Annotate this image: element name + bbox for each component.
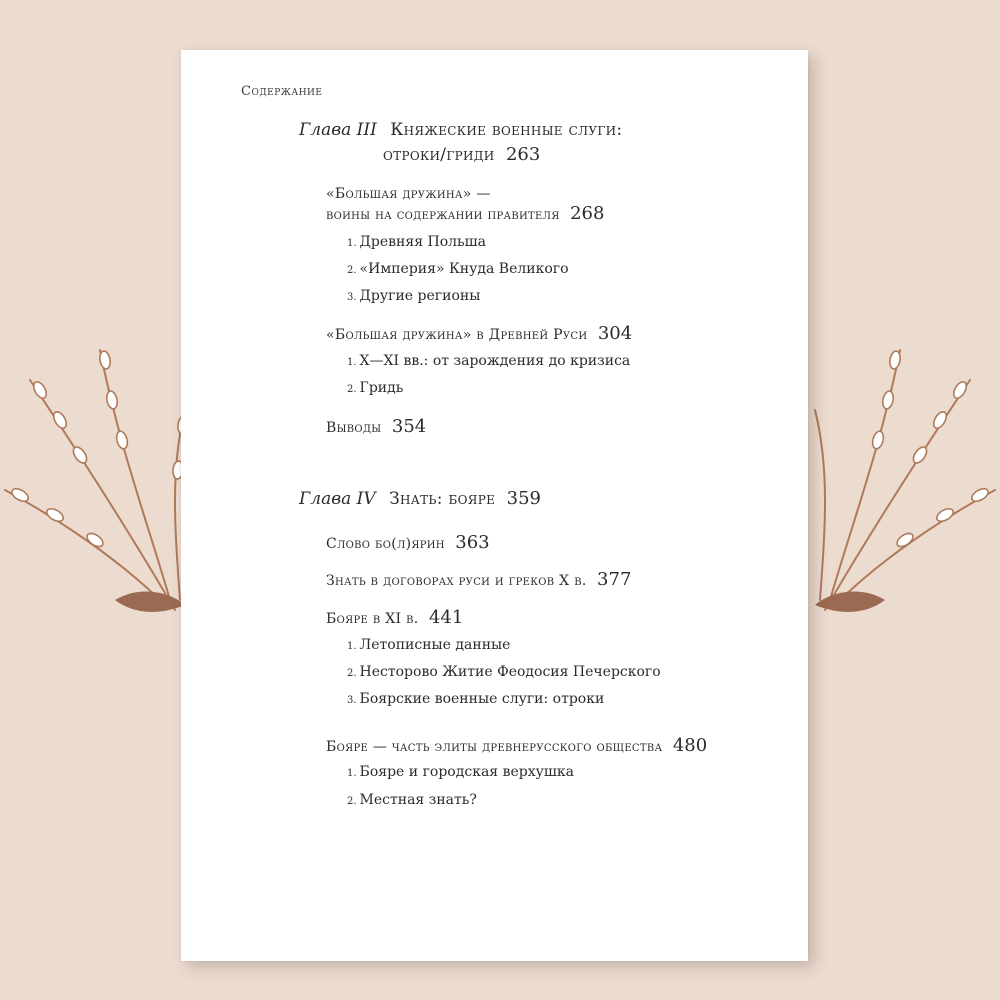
toc-subitem: 3. Другие регионы [347, 288, 481, 304]
book-page [181, 50, 808, 961]
toc-subitem: 1. Бояре и городская верхушка [347, 764, 574, 780]
section-title: «Большая дружина» — [326, 186, 491, 202]
chapter-3-heading [299, 120, 622, 165]
chapter-title: Знать: бояре [389, 489, 496, 509]
toc-section [326, 608, 463, 629]
toc-section [326, 736, 707, 757]
chapter-4-heading [299, 488, 541, 509]
toc-subitem: 1. X—XI вв.: от зарождения до кризиса [347, 353, 631, 369]
chapter-title: Княжеские военные слуги: [390, 120, 623, 140]
section-title-line2: воины на содержании правителя [326, 207, 560, 223]
page-number: 263 [505, 144, 541, 165]
toc-section [326, 324, 632, 345]
toc-section [326, 533, 490, 554]
page-number: 354 [391, 416, 427, 437]
page-number: 359 [506, 488, 541, 509]
chapter-label: Глава III [299, 120, 377, 140]
toc-subitem: 1. Древняя Польша [347, 234, 487, 250]
page-number: 304 [597, 323, 633, 344]
chapter-title-line2: отроки/гриди [383, 145, 495, 165]
section-title: Слово бо(л)ярин [326, 536, 445, 552]
page-number: 441 [428, 607, 464, 628]
section-title: Бояре — часть элиты древнерусского общества [326, 739, 663, 755]
page-number: 363 [455, 532, 490, 553]
page-number: 377 [597, 569, 632, 590]
page-number: 268 [570, 203, 605, 224]
chapter-label: Глава IV [299, 489, 376, 509]
page-number: 480 [672, 735, 708, 756]
section-title: Выводы [326, 420, 382, 436]
running-head: Содержание [241, 84, 323, 99]
toc-subitem: 2. Гридь [347, 380, 404, 396]
toc-section [326, 570, 631, 591]
toc-subitem: 2. «Империя» Кнуда Великого [347, 261, 569, 277]
section-title: Знать в договорах руси и греков X в. [326, 573, 587, 589]
toc-subitem: 3. Боярские военные слуги: отроки [347, 691, 605, 707]
toc-subitem: 2. Местная знать? [347, 792, 477, 808]
toc-subitem: 2. Несторово Житие Феодосия Печерского [347, 664, 661, 680]
section-title: «Большая дружина» в Древней Руси [326, 327, 588, 343]
toc-section [326, 184, 604, 225]
section-title: Бояре в XI в. [326, 611, 419, 627]
toc-section [326, 417, 426, 438]
toc-subitem: 1. Летописные данные [347, 637, 511, 653]
